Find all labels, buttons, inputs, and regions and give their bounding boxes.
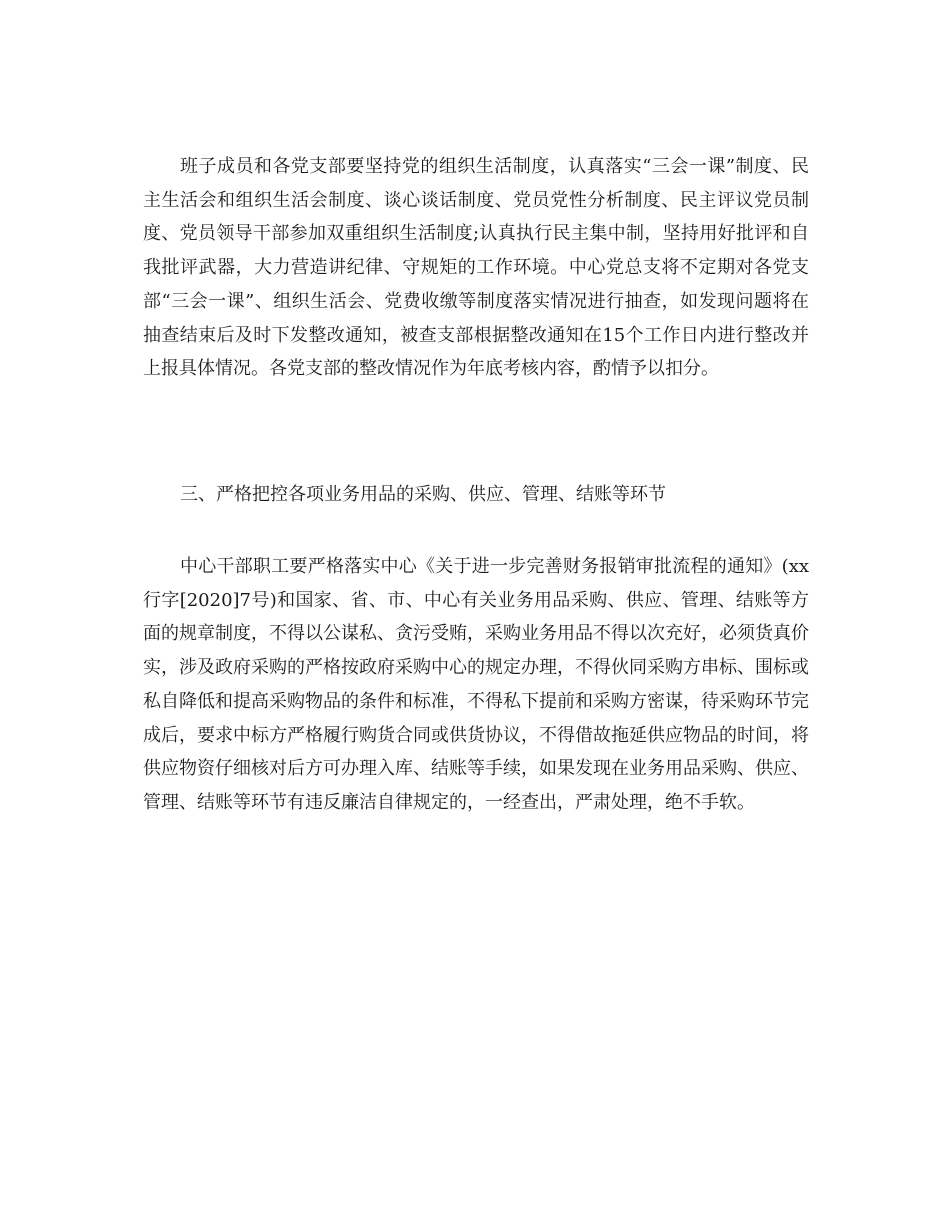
paragraph-party-life-system: 班子成员和各党支部要坚持党的组织生活制度，认真落实“三会一课”制度、民主生活会和组织生活会制度、谈心谈话制度、党员党性分析制度、民主评议党员制度、党员领导干部参加双重组织生活制度;认真执行民主集中制，坚持用好批评和自我批评武器，大力营造讲纪律、守规矩的工作环境。中心党总支将不定期对各党支部“三会一课”、组织生活会、党费收缴等制度落实情况进行抽查，如发现问题将在抽查结束后及时下发整改通知，被查支部根据整改通知在15个工作日内进行整改并上报具体情况。各党支部的整改情况作为年底考核内容，酌情予以扣分。 [143, 156, 809, 380]
section-3-heading: 三、严格把控各项业务用品的采购、供应、管理、结账等环节 [180, 484, 666, 505]
paragraph-procurement-rules: 中心干部职工要严格落实中心《关于进一步完善财务报销审批流程的通知》(xx行字[2020]7号)和国家、省、市、中心有关业务用品采购、供应、管理、结账等方面的规章制度，不得以公谋私、贪污受贿，采购业务用品不得以次充好，必须货真价实，涉及政府采购的严格按政府采购中心的规定办理，不得伙同采购方串标、围标或私自降低和提高采购物品的条件和标准，不得私下提前和采购方密谋，待采购环节完成后，要求中标方严格履行购货合同或供货协议，不得借故拖延供应物品的时间，将供应物资仔细核对后方可办理入库、结账等手续，如果发现在业务用品采购、供应、管理、结账等环节有违反廉洁自律规定的，一经查出，严肃处理，绝不手软。 [143, 556, 809, 813]
